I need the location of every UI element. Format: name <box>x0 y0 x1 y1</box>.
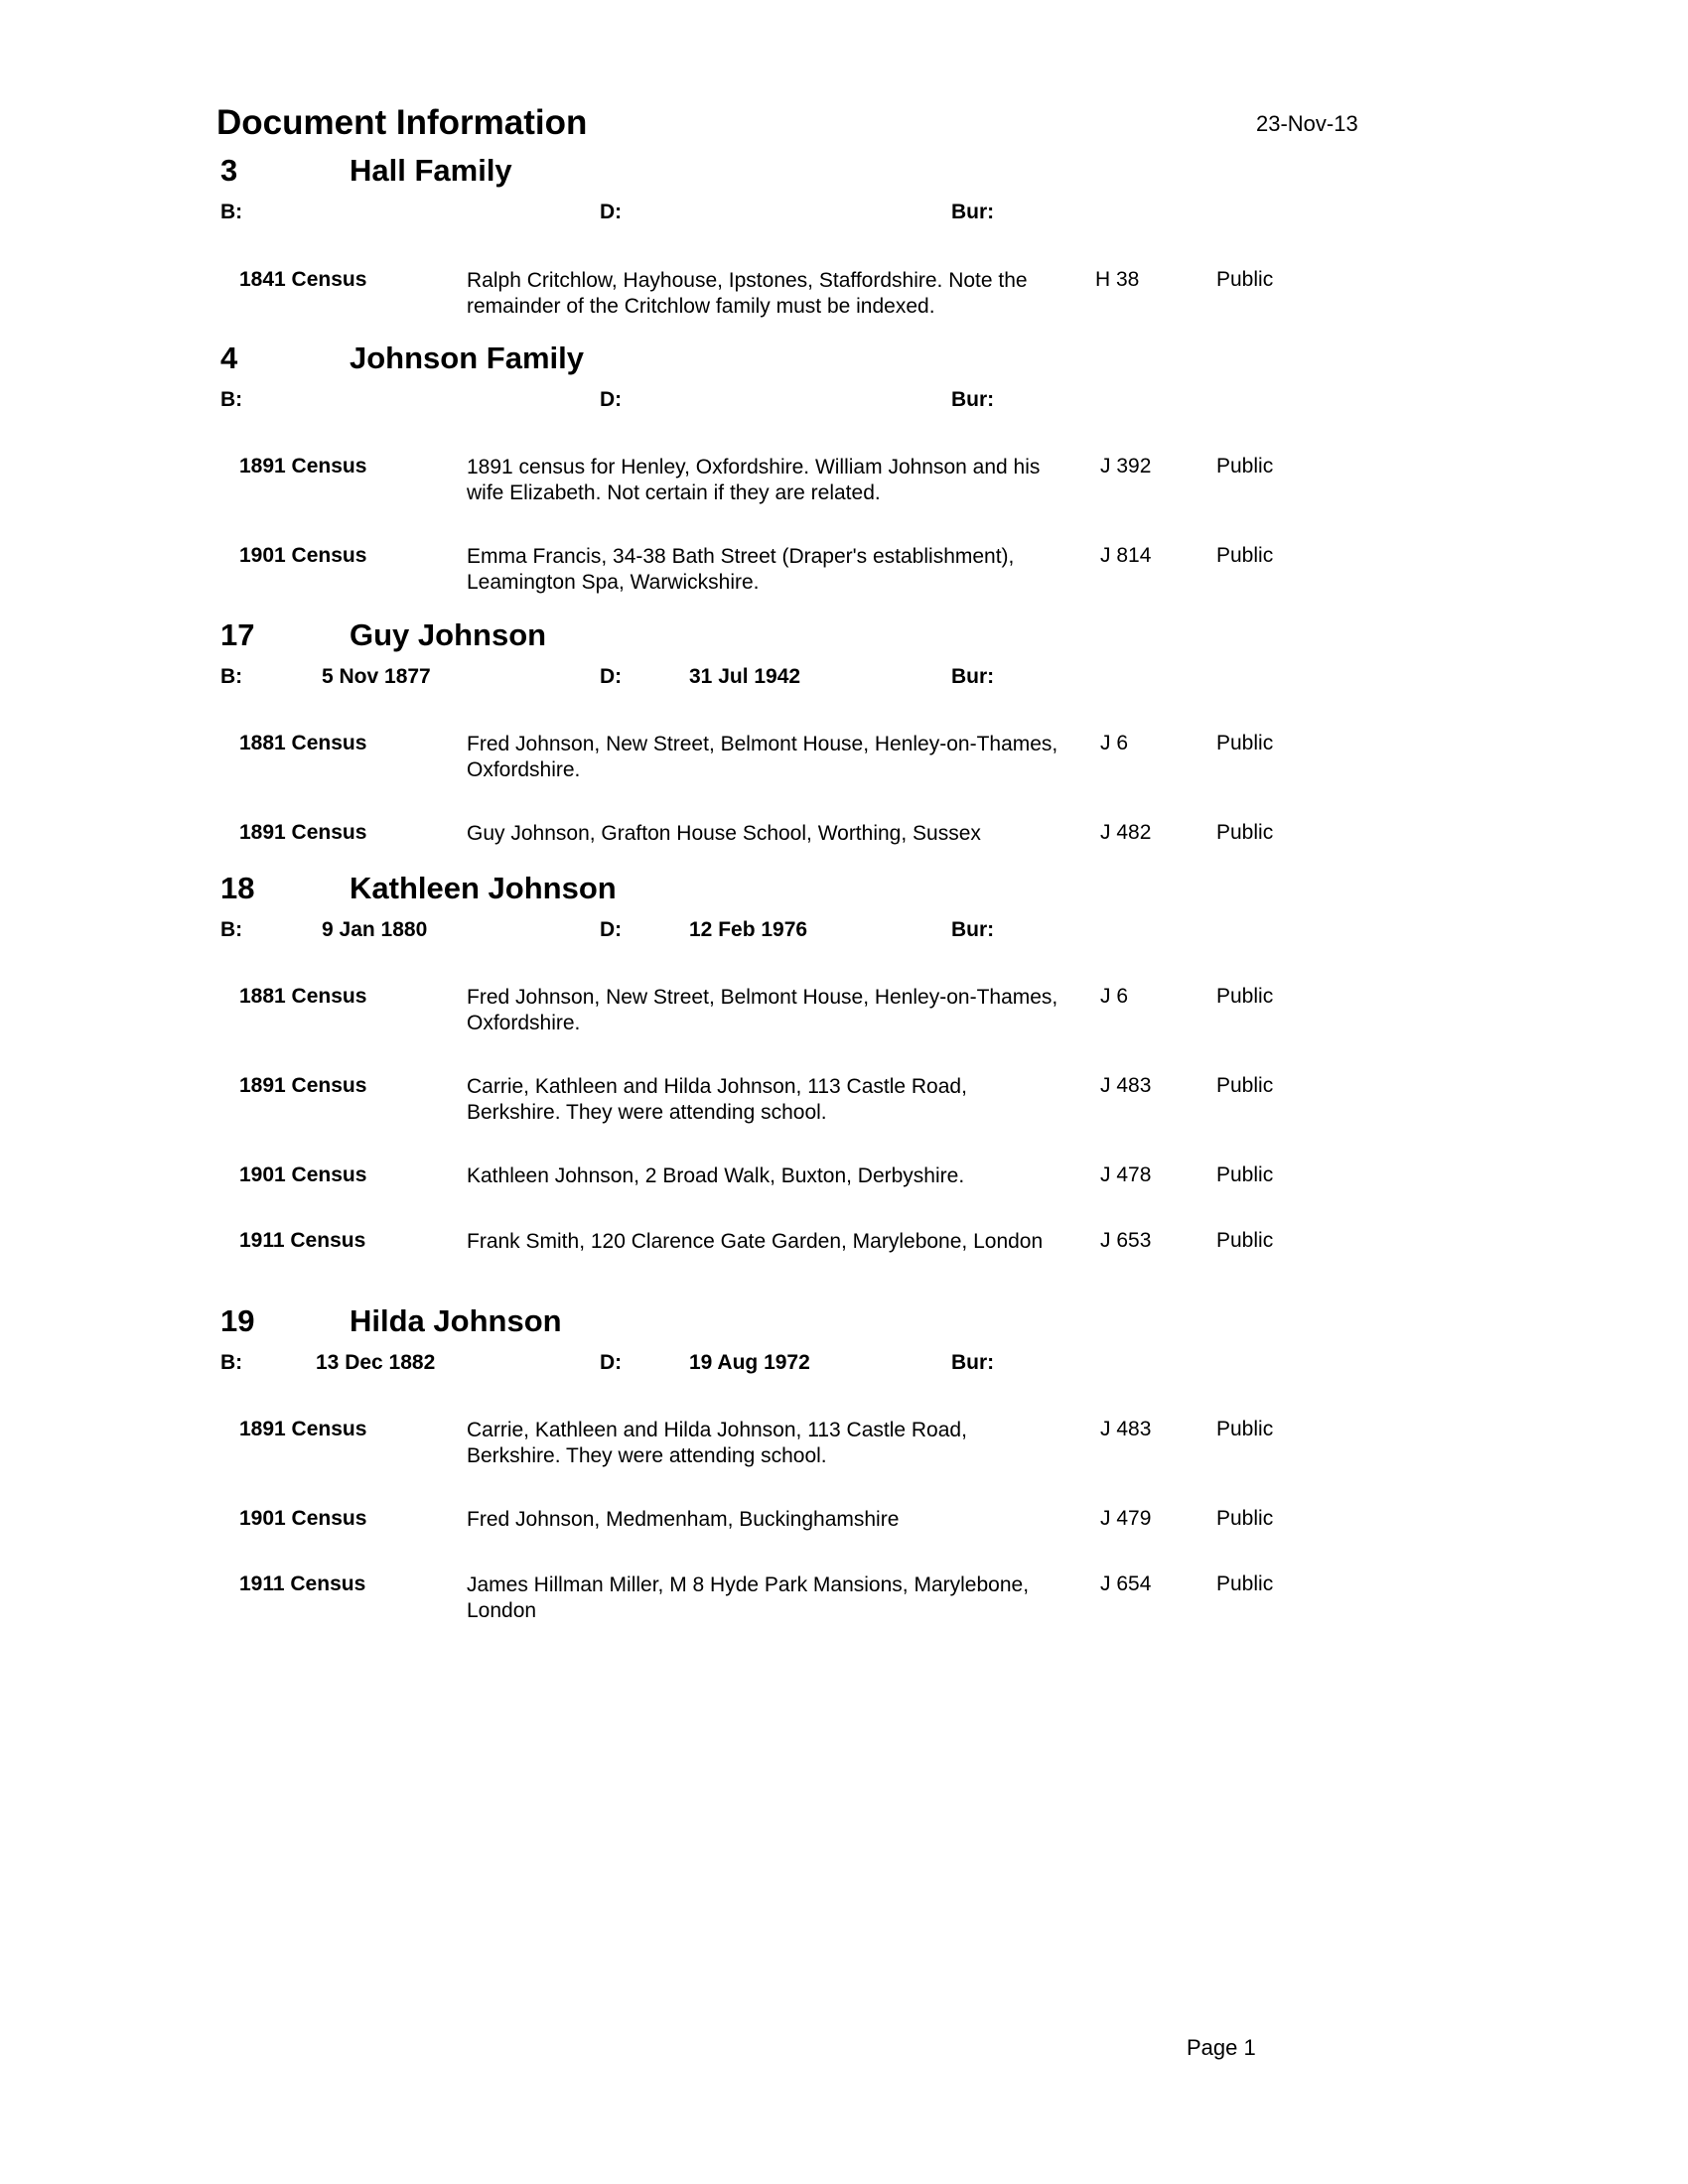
person-name: Guy Johnson <box>350 617 547 652</box>
record-type: 1901 Census <box>239 544 367 567</box>
death-label: D: <box>600 918 623 941</box>
record-description: Kathleen Johnson, 2 Broad Walk, Buxton, Derbyshire. <box>467 1164 965 1187</box>
record-type: 1901 Census <box>239 1507 367 1530</box>
record-type: 1881 Census <box>239 985 367 1008</box>
death-date: 19 Aug 1972 <box>689 1351 810 1374</box>
record-description: Ralph Critchlow, Hayhouse, Ipstones, Staffordshire. Note the remainder of the Critchlow family must be indexed. <box>467 269 1028 318</box>
record-type: 1891 Census <box>239 821 367 844</box>
record-reference: J 478 <box>1100 1163 1152 1186</box>
person-number: 3 <box>220 153 238 188</box>
birth-label: B: <box>220 918 243 941</box>
record-access: Public <box>1216 455 1274 478</box>
record-access: Public <box>1216 1507 1274 1530</box>
record-type: 1891 Census <box>239 455 367 478</box>
record-description: Fred Johnson, Medmenham, Buckinghamshire <box>467 1508 900 1531</box>
record-description: Frank Smith, 120 Clarence Gate Garden, Marylebone, London <box>467 1230 1044 1253</box>
record-reference: J 814 <box>1100 544 1152 567</box>
record-access: Public <box>1216 985 1274 1008</box>
record-reference: J 392 <box>1100 455 1152 478</box>
record-reference: J 483 <box>1100 1074 1152 1097</box>
burial-label: Bur: <box>951 1351 995 1374</box>
record-type: 1841 Census <box>239 268 367 291</box>
record-reference: H 38 <box>1095 268 1140 291</box>
record-access: Public <box>1216 821 1274 844</box>
record-reference: J 483 <box>1100 1418 1152 1440</box>
death-label: D: <box>600 201 623 223</box>
burial-label: Bur: <box>951 665 995 688</box>
record-reference: J 6 <box>1100 985 1129 1008</box>
record-access: Public <box>1216 1229 1274 1252</box>
person-number: 18 <box>220 871 255 905</box>
record-type: 1891 Census <box>239 1418 367 1440</box>
burial-label: Bur: <box>951 918 995 941</box>
record-access: Public <box>1216 1163 1274 1186</box>
record-description: Carrie, Kathleen and Hilda Johnson, 113 Castle Road, Berkshire. They were attending school. <box>467 1419 967 1467</box>
person-name: Hall Family <box>350 153 512 188</box>
death-label: D: <box>600 665 623 688</box>
record-type: 1881 Census <box>239 732 367 754</box>
record-access: Public <box>1216 268 1274 291</box>
birth-date: 5 Nov 1877 <box>322 665 431 688</box>
record-description: Fred Johnson, New Street, Belmont House, Henley-on-Thames, Oxfordshire. <box>467 986 1058 1034</box>
record-access: Public <box>1216 1572 1274 1595</box>
record-access: Public <box>1216 1418 1274 1440</box>
record-description: Emma Francis, 34-38 Bath Street (Draper's establishment), Leamington Spa, Warwickshire. <box>467 545 1015 594</box>
record-description: Carrie, Kathleen and Hilda Johnson, 113 Castle Road, Berkshire. They were attending school. <box>467 1075 967 1124</box>
death-label: D: <box>600 1351 623 1374</box>
record-reference: J 6 <box>1100 732 1129 754</box>
birth-label: B: <box>220 665 243 688</box>
person-name: Johnson Family <box>350 341 584 375</box>
person-name: Kathleen Johnson <box>350 871 617 905</box>
person-number: 4 <box>220 341 238 375</box>
death-date: 12 Feb 1976 <box>689 918 808 941</box>
birth-label: B: <box>220 388 243 411</box>
death-date: 31 Jul 1942 <box>689 665 801 688</box>
record-reference: J 482 <box>1100 821 1152 844</box>
record-description: Fred Johnson, New Street, Belmont House, Henley-on-Thames, Oxfordshire. <box>467 733 1058 781</box>
birth-date: 9 Jan 1880 <box>322 918 428 941</box>
birth-date: 13 Dec 1882 <box>316 1351 436 1374</box>
document-date: 23-Nov-13 <box>1256 111 1358 136</box>
record-description: James Hillman Miller, M 8 Hyde Park Mansions, Marylebone, London <box>467 1573 1030 1622</box>
person-name: Hilda Johnson <box>350 1303 562 1338</box>
person-number: 19 <box>220 1303 255 1338</box>
record-reference: J 654 <box>1100 1572 1152 1595</box>
burial-label: Bur: <box>951 388 995 411</box>
page-number: Page 1 <box>1187 2035 1256 2060</box>
record-type: 1891 Census <box>239 1074 367 1097</box>
burial-label: Bur: <box>951 201 995 223</box>
record-type: 1911 Census <box>239 1229 366 1252</box>
record-type: 1901 Census <box>239 1163 367 1186</box>
birth-label: B: <box>220 1351 243 1374</box>
record-reference: J 479 <box>1100 1507 1152 1530</box>
birth-label: B: <box>220 201 243 223</box>
record-access: Public <box>1216 1074 1274 1097</box>
record-access: Public <box>1216 544 1274 567</box>
person-number: 17 <box>220 617 255 652</box>
record-reference: J 653 <box>1100 1229 1152 1252</box>
record-type: 1911 Census <box>239 1572 366 1595</box>
death-label: D: <box>600 388 623 411</box>
page-title: Document Information <box>216 103 588 142</box>
record-description: Guy Johnson, Grafton House School, Worthing, Sussex <box>467 822 981 845</box>
record-access: Public <box>1216 732 1274 754</box>
record-description: 1891 census for Henley, Oxfordshire. William Johnson and his wife Elizabeth. Not certain if they are related. <box>467 456 1041 504</box>
